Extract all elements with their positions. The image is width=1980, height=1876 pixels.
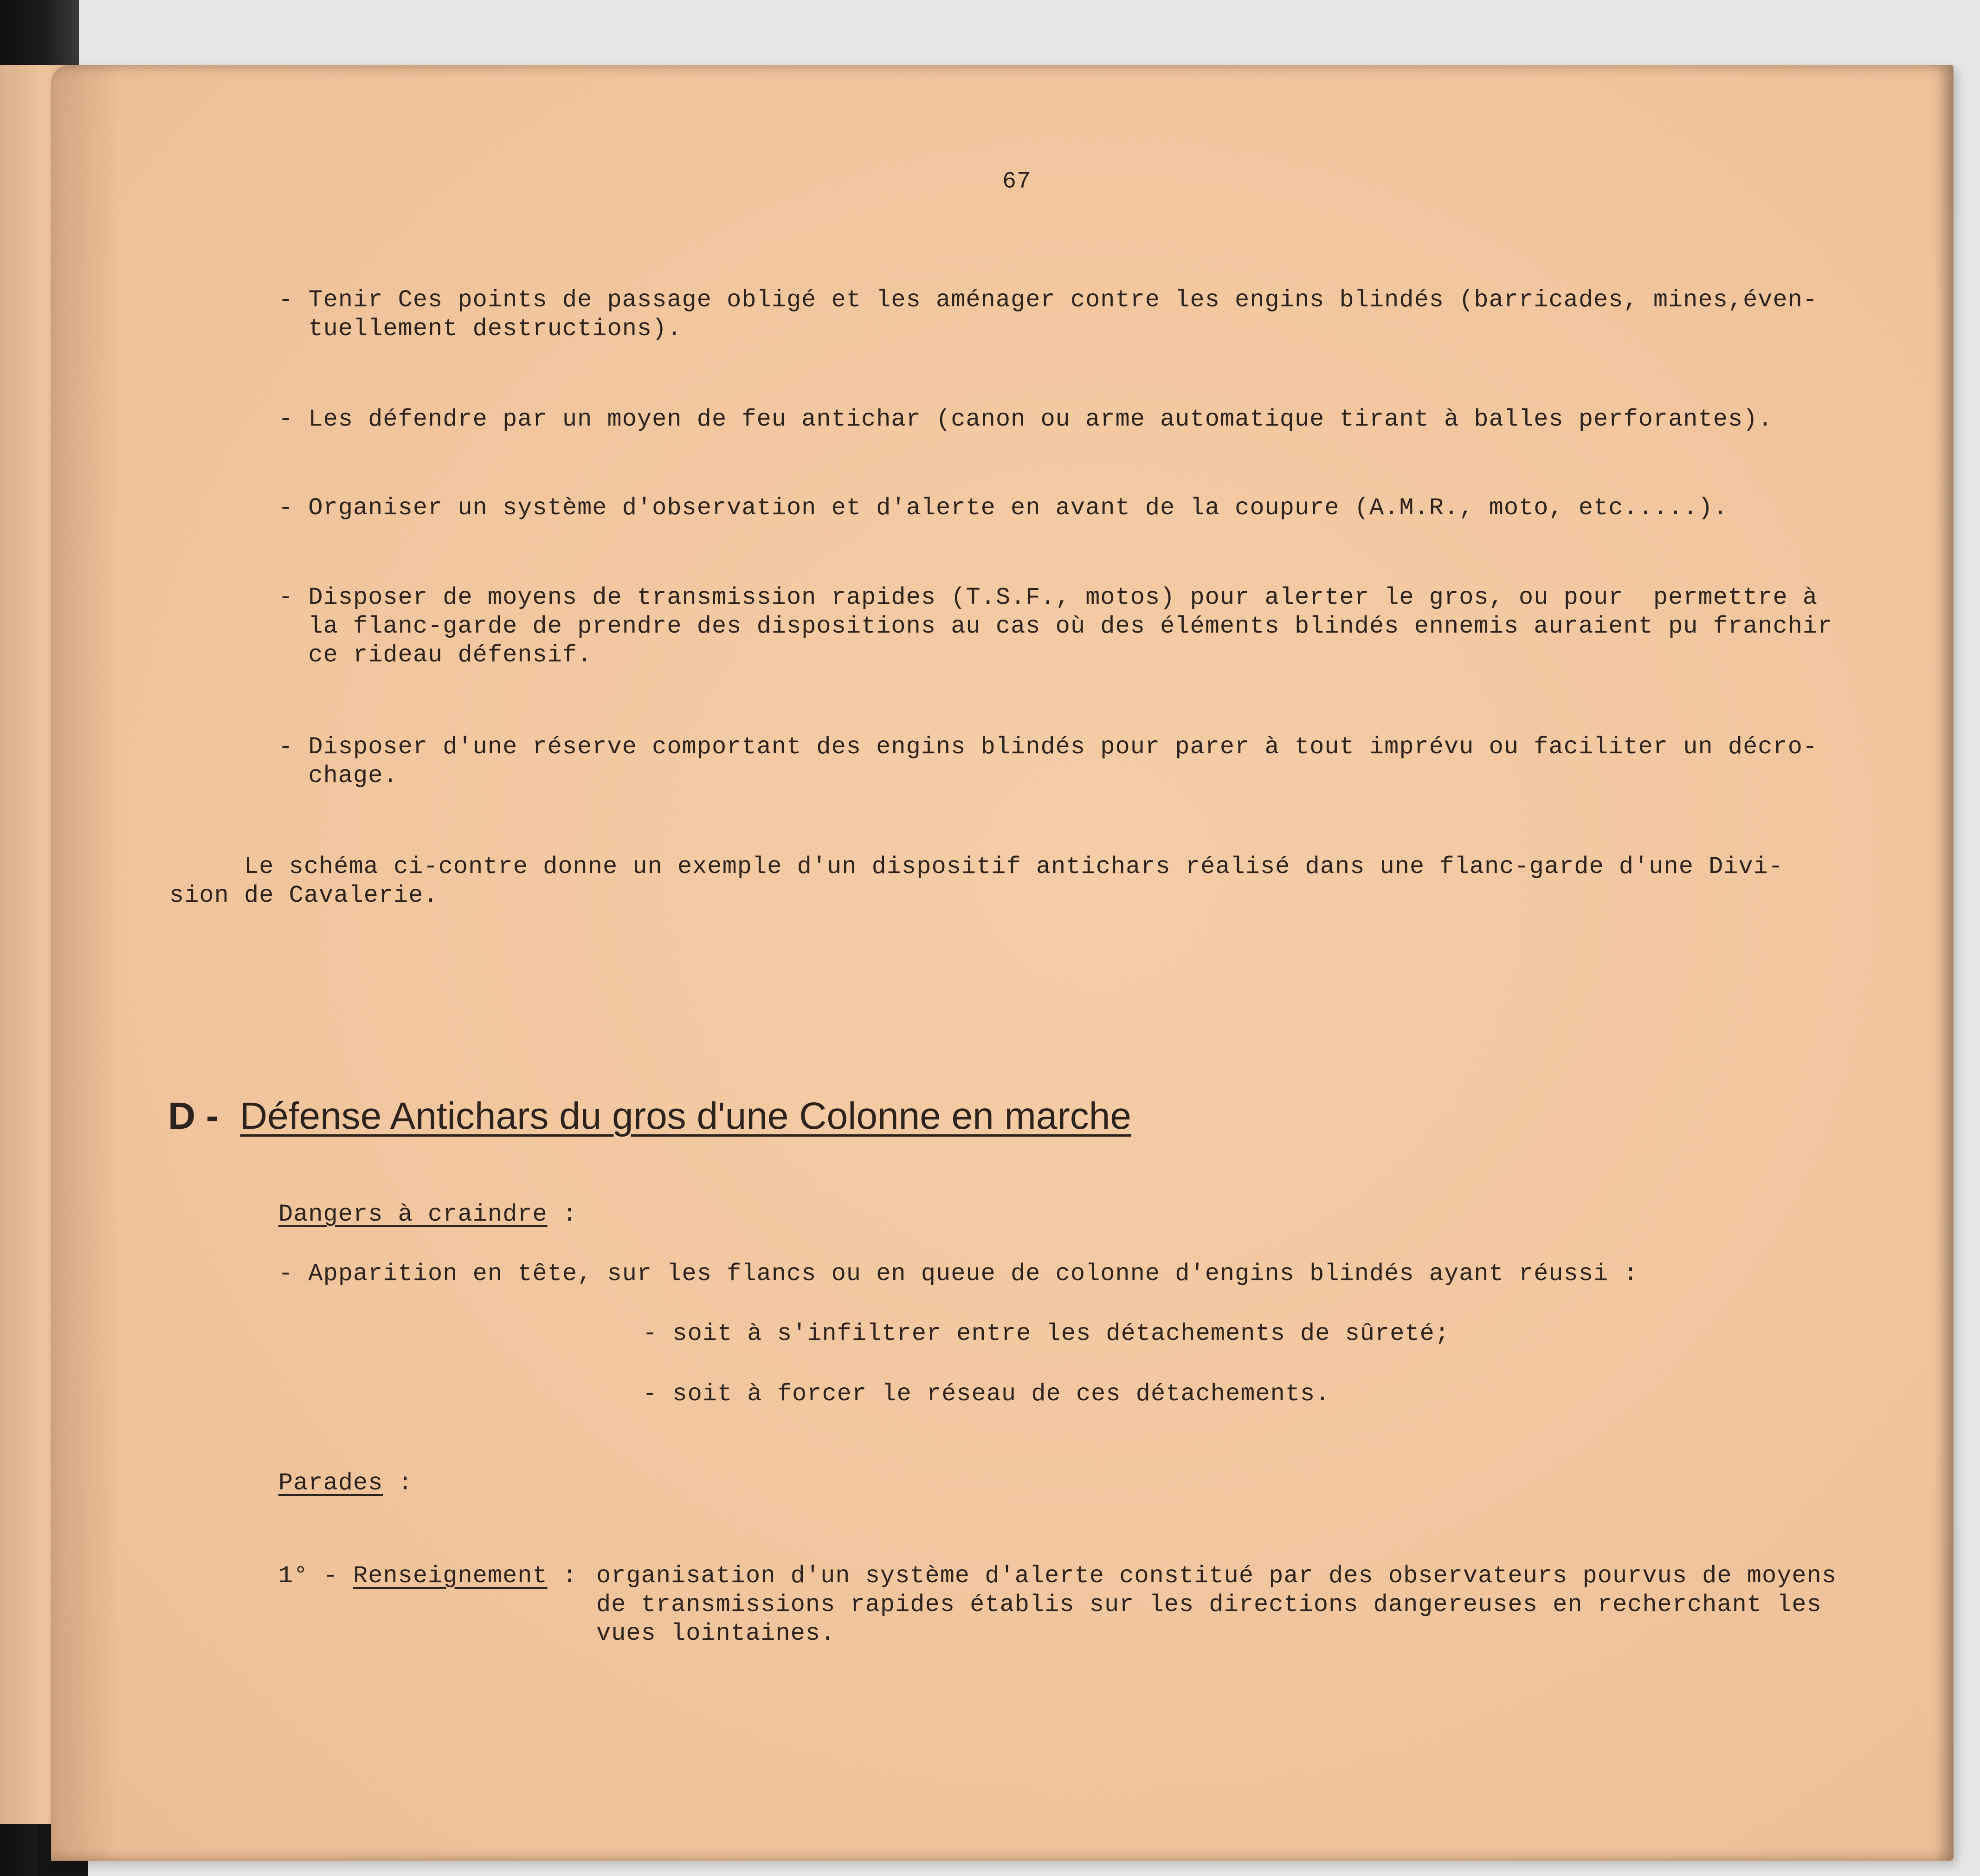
bullet-5-line-2: chage. bbox=[278, 762, 398, 789]
bullet-4-line-2: la flanc-garde de prendre des dispositions au cas où des éléments blindés ennemis auraient pu franchir bbox=[278, 613, 1833, 640]
parades-item-number: 1° - bbox=[278, 1562, 354, 1590]
page-number: 67 bbox=[1002, 168, 1032, 195]
bullet-1-line-1: - Tenir Ces points de passage obligé et les aménager contre les engins blindés (barricades, mines,éven- bbox=[278, 286, 1818, 314]
parades-item-1 bbox=[278, 1561, 592, 1591]
dangers-heading bbox=[278, 1200, 577, 1229]
paragraph-line-2: sion de Cavalerie. bbox=[169, 882, 439, 909]
parades-item-line-3: vues lointaines. bbox=[596, 1620, 836, 1647]
dangers-sub-2: - soit à forcer le réseau de ces détachements. bbox=[643, 1380, 1330, 1408]
dangers-colon: : bbox=[547, 1201, 578, 1228]
paragraph-line-1: Le schéma ci-contre donne un exemple d'un dispositif antichars réalisé dans une flanc-garde d'une Divi- bbox=[169, 853, 1784, 880]
bullet-4-line-3: ce rideau défensif. bbox=[278, 641, 593, 669]
dangers-sub-1: - soit à s'infiltrer entre les détachements de sûreté; bbox=[643, 1320, 1450, 1347]
parades-item-label: Renseignement bbox=[353, 1562, 548, 1590]
parades-heading bbox=[278, 1468, 413, 1498]
dangers-label: Dangers à craindre bbox=[278, 1201, 548, 1228]
bullet-3-line-1: - Organiser un système d'observation et d'alerte en avant de la coupure (A.M.R., moto, etc.....). bbox=[278, 494, 1728, 522]
section-letter: D - bbox=[168, 1095, 219, 1137]
section-heading bbox=[168, 1093, 1131, 1139]
bullet-4-line-1: - Disposer de moyens de transmission rapides (T.S.F., motos) pour alerter le gros, ou pour permettre à bbox=[278, 584, 1818, 611]
parades-colon: : bbox=[383, 1469, 413, 1497]
section-title: Défense Antichars du gros d'une Colonne en marche bbox=[239, 1095, 1131, 1137]
parades-item-line-2: de transmissions rapides établis sur les directions dangereuses en recherchant les bbox=[596, 1591, 1822, 1618]
page-fold-shadow bbox=[51, 65, 121, 1861]
parades-item-line-1: organisation d'un système d'alerte constitué par des observateurs pourvus de moyens bbox=[596, 1562, 1837, 1590]
bullet-2-line-1: - Les défendre par un moyen de feu antichar (canon ou arme automatique tirant à balles perforantes). bbox=[278, 406, 1773, 433]
bullet-1-line-2: tuellement destructions). bbox=[278, 315, 682, 343]
parades-label: Parades bbox=[278, 1469, 383, 1497]
parades-item-separator: : bbox=[547, 1562, 593, 1590]
bullet-5-line-1: - Disposer d'une réserve comportant des engins blindés pour parer à tout imprévu ou faciliter un décro- bbox=[278, 733, 1818, 761]
dangers-item: - Apparition en tête, sur les flancs ou en queue de colonne d'engins blindés ayant réussi : bbox=[278, 1260, 1638, 1287]
